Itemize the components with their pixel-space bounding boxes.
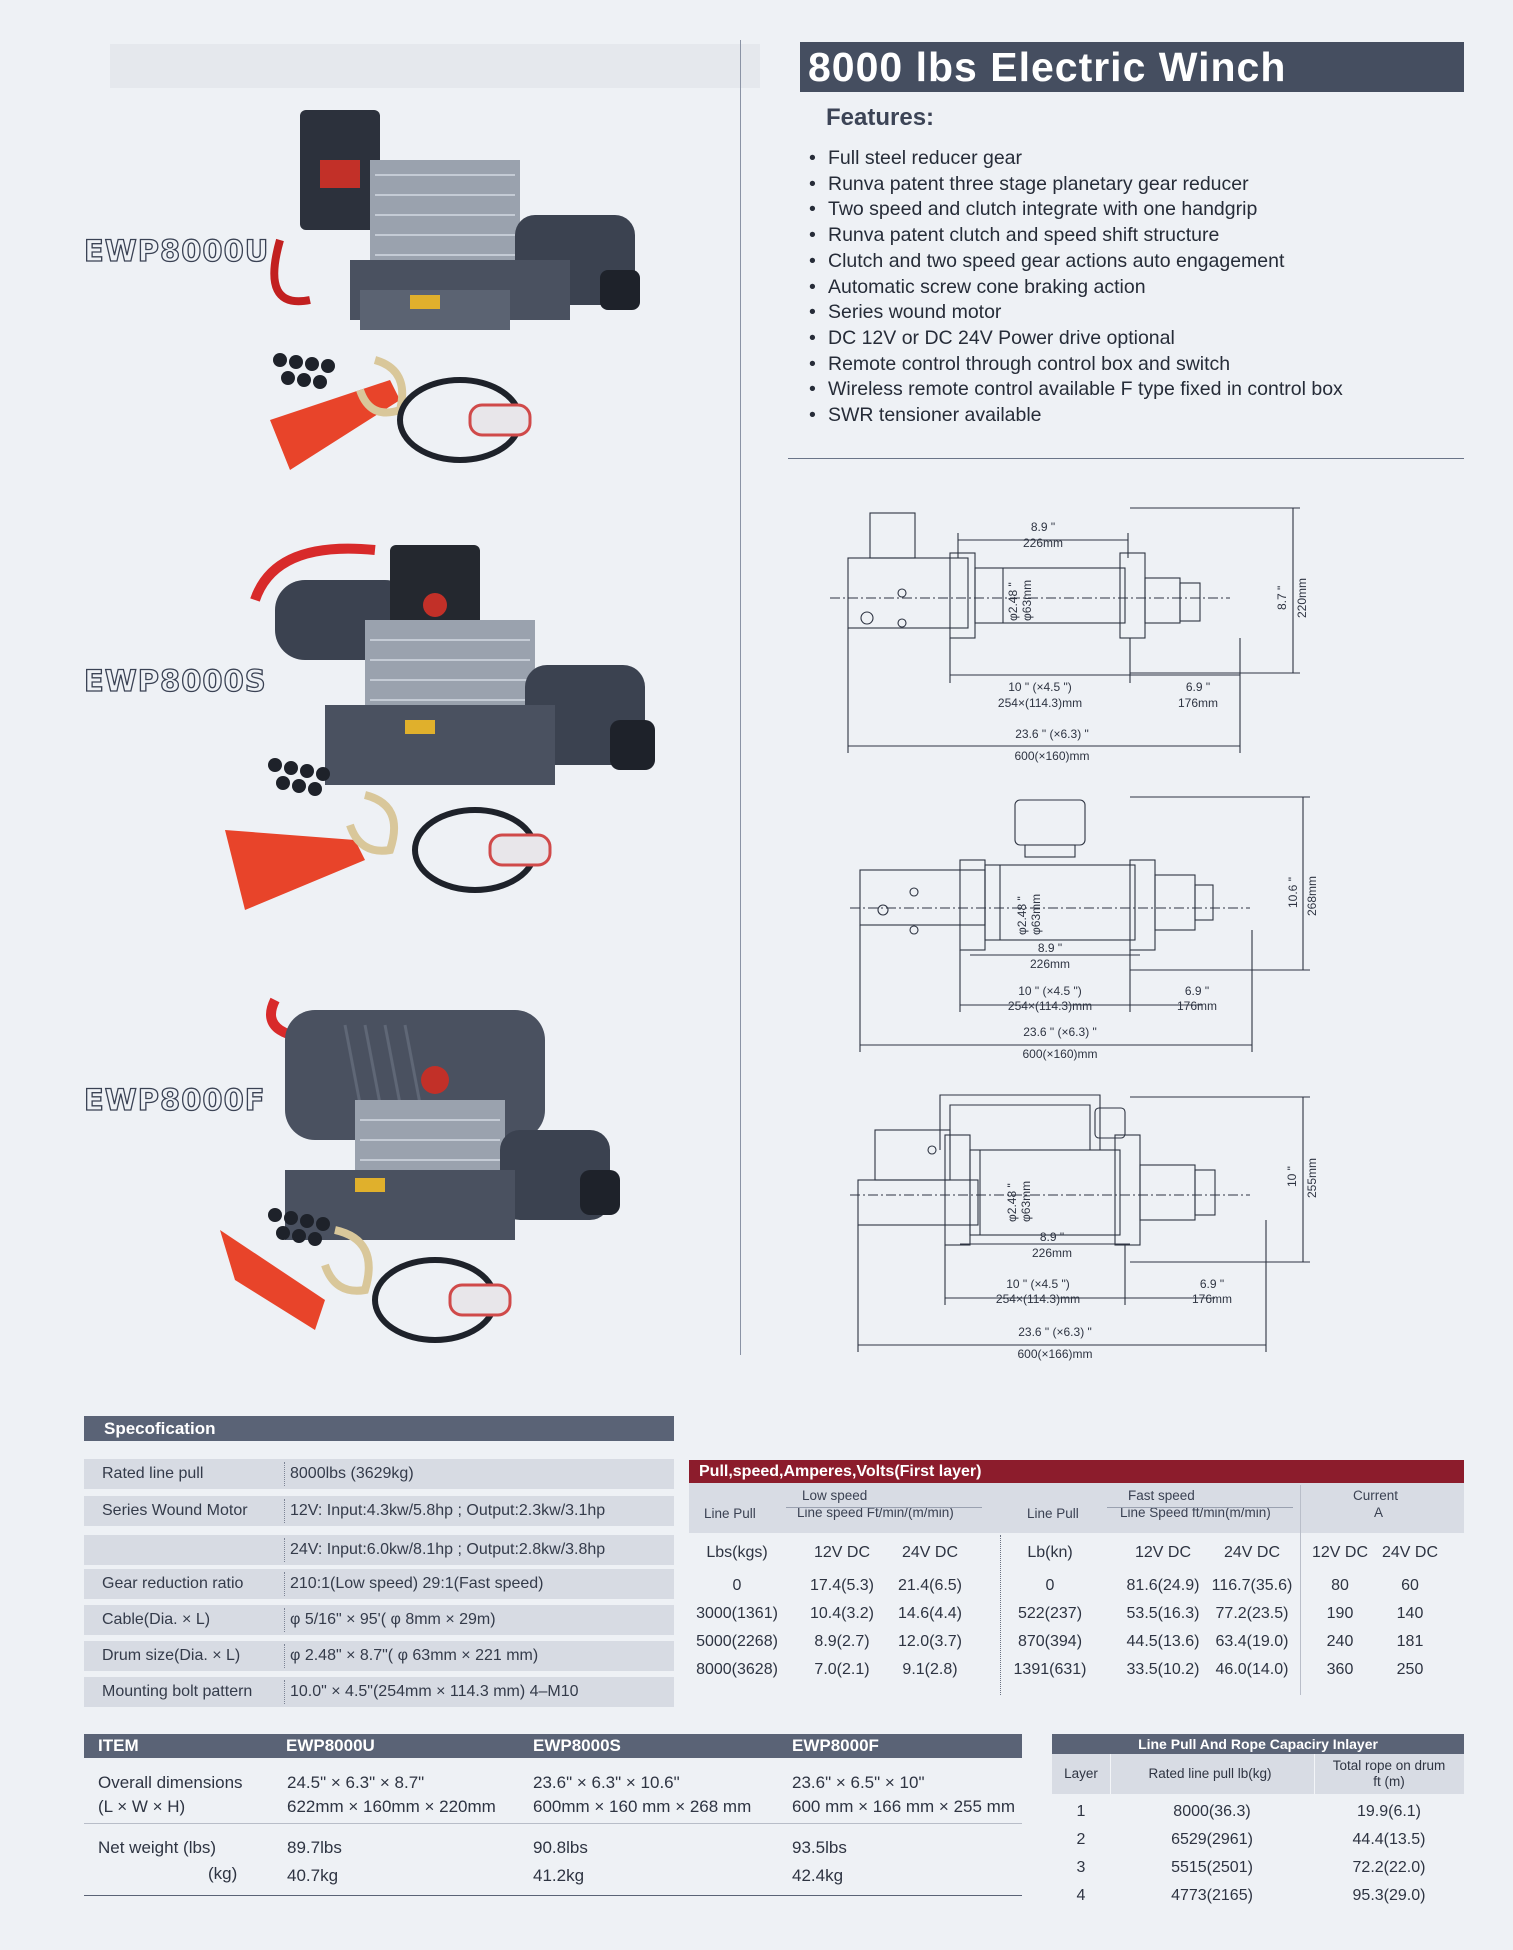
spec-row: [84, 1677, 674, 1707]
spec-row: [84, 1569, 674, 1599]
perf-cell: 8000(3628): [696, 1661, 778, 1678]
perf-cell: 77.2(23.5): [1215, 1605, 1289, 1622]
weight-lbs-u: 89.7lbs: [287, 1838, 342, 1857]
spec-sep: [284, 1608, 285, 1632]
hdr-line-pull: Line Pull: [704, 1506, 756, 1521]
perf-cell: 360: [1326, 1661, 1354, 1678]
dim-overall-mm: 600(×166)mm: [1017, 1347, 1093, 1361]
winch-s-image: [215, 520, 715, 910]
weight-lbs-f: 93.5lbs: [792, 1838, 847, 1857]
perf-cell: 17.4(5.3): [809, 1577, 875, 1594]
model-label-s: EWP8000S: [84, 664, 267, 698]
perf-cell: 240: [1326, 1633, 1354, 1650]
feature-item: • Runva patent clutch and speed shift structure: [808, 223, 1448, 249]
performance-header: [689, 1483, 1464, 1533]
dim-overall-in: 23.6 " (×6.3) ": [1023, 1025, 1097, 1039]
perf-unit-cell: 12V DC: [1311, 1544, 1369, 1561]
dim-height-mm: 220mm: [1295, 577, 1309, 618]
perf-cell: 3000(1361): [696, 1605, 778, 1622]
perf-cell: 0: [732, 1577, 742, 1594]
item-head-s: EWP8000S: [533, 1736, 621, 1755]
hdr-fast-speed: Fast speed: [1128, 1488, 1195, 1503]
ghost-bar: [110, 44, 760, 88]
dim-drum-dia-mm: φ63mm: [1019, 1180, 1033, 1222]
perf-cell: 7.0(2.1): [814, 1661, 870, 1678]
spec-value: 12V: Input:4.3kw/5.8hp ; Output:2.3kw/3.1hp: [290, 1502, 606, 1519]
rope-cell: 3: [1076, 1859, 1086, 1876]
dim-bolt-mm: 254×(114.3)mm: [1007, 999, 1093, 1013]
dim-height-mm: 255mm: [1305, 1157, 1319, 1198]
dim-drum-len-in: 8.9 ": [1030, 520, 1056, 534]
dim-bolt-in: 10 " (×4.5 "): [1008, 680, 1072, 694]
spec-heading: Specofication: [84, 1416, 674, 1441]
perf-cell: 80: [1331, 1577, 1349, 1594]
perf-cell: 190: [1326, 1605, 1354, 1622]
dim-height-in: 10 ": [1285, 1166, 1299, 1187]
item-head-f: EWP8000F: [792, 1736, 879, 1755]
perf-cell: 14.6(4.4): [897, 1605, 963, 1622]
dim-drum-dia-mm: φ63mm: [1020, 579, 1034, 621]
spec-value: 210:1(Low speed) 29:1(Fast speed): [290, 1575, 544, 1592]
spec-key: Rated line pull: [102, 1465, 204, 1482]
hdr-current-unit: A: [1374, 1505, 1384, 1520]
dim-right-mm: 176mm: [1177, 696, 1219, 710]
spec-row: [84, 1535, 674, 1565]
column-divider: [740, 40, 741, 1355]
hdr-divider: [1107, 1507, 1293, 1508]
rope-cell: 2: [1076, 1831, 1086, 1848]
spec-key: Drum size(Dia. × L): [102, 1647, 241, 1664]
drawing-s: [830, 790, 1330, 1065]
rope-cell: 95.3(29.0): [1352, 1887, 1426, 1904]
weight-kg-f: 42.4kg: [792, 1866, 844, 1885]
dim-right-in: 6.9 ": [1199, 1277, 1225, 1291]
dim-drum-dia-in: φ2.48 ": [1005, 1183, 1019, 1222]
model-label-u: EWP8000U: [84, 234, 270, 268]
model-label-f: EWP8000F: [84, 1083, 266, 1117]
perf-cell: 1391(631): [1013, 1661, 1087, 1678]
drawing-f: [830, 1090, 1330, 1365]
dim-drum-dia-in: φ2.48 ": [1006, 582, 1020, 621]
rope-head-unit: ft (m): [1373, 1774, 1405, 1789]
item-header: [84, 1734, 1022, 1758]
dim-drum-dia-mm: φ63mm: [1029, 893, 1043, 935]
dim-overall-in: 23.6 " (×6.3) ": [1018, 1325, 1092, 1339]
spec-value: 24V: Input:6.0kw/8.1hp ; Output:2.8kw/3.8hp: [290, 1541, 606, 1558]
rope-cell: 6529(2961): [1171, 1831, 1253, 1848]
feature-item: • Clutch and two speed gear actions auto engagement: [808, 249, 1448, 275]
perf-cell: 46.0(14.0): [1215, 1661, 1289, 1678]
winch-f-image: [215, 980, 685, 1370]
dim-right-in: 6.9 ": [1184, 984, 1210, 998]
hdr-low-speed: Low speed: [802, 1488, 868, 1503]
spec-sep: [284, 1644, 285, 1668]
perf-cell: 5000(2268): [696, 1633, 778, 1650]
spec-value: 8000lbs (3629kg): [290, 1465, 414, 1482]
spec-key: Gear reduction ratio: [102, 1575, 244, 1592]
rope-cell: 8000(36.3): [1173, 1803, 1251, 1820]
perf-unit-cell: 12V DC: [1134, 1544, 1192, 1561]
rope-cell: 19.9(6.1): [1356, 1803, 1422, 1820]
feature-item: • Wireless remote control available F type fixed in control box: [808, 377, 1448, 403]
dim-drum-len-mm: 226mm: [1031, 1246, 1073, 1260]
spec-row: [84, 1641, 674, 1671]
page-title: 8000 lbs Electric Winch: [800, 42, 1464, 92]
features-heading: Features:: [826, 104, 935, 131]
perf-unit-cell: Lb(kn): [1027, 1544, 1073, 1561]
overall-label-sub: (L × W × H): [98, 1797, 186, 1816]
perf-unit-cell: 24V DC: [901, 1544, 959, 1561]
spec-value: φ 5/16" × 95'( φ 8mm × 29m): [290, 1611, 496, 1628]
feature-item: • Runva patent three stage planetary gear reducer: [808, 172, 1448, 198]
perf-cell: 250: [1396, 1661, 1424, 1678]
rope-cell: 72.2(22.0): [1352, 1859, 1426, 1876]
rope-cell: 4773(2165): [1171, 1887, 1253, 1904]
rope-cell: 1: [1076, 1803, 1086, 1820]
feature-item: • Two speed and clutch integrate with one handgrip: [808, 197, 1448, 223]
overall-mm-f: 600 mm × 166 mm × 255 mm: [792, 1797, 1015, 1816]
dim-right-mm: 176mm: [1191, 1292, 1233, 1306]
rope-cell: 5515(2501): [1171, 1859, 1253, 1876]
perf-cell: 53.5(16.3): [1126, 1605, 1200, 1622]
spec-value: φ 2.48" × 8.7"( φ 63mm × 221 mm): [290, 1647, 539, 1664]
feature-item: • DC 12V or DC 24V Power drive optional: [808, 326, 1448, 352]
dim-bolt-mm: 254×(114.3)mm: [997, 696, 1083, 710]
spec-key: Mounting bolt pattern: [102, 1683, 253, 1700]
perf-cell: 63.4(19.0): [1215, 1633, 1289, 1650]
feature-item: • Series wound motor: [808, 300, 1448, 326]
hdr-line-pull-2: Line Pull: [1027, 1506, 1079, 1521]
dim-bolt-in: 10 " (×4.5 "): [1018, 984, 1082, 998]
overall-mm-s: 600mm × 160 mm × 268 mm: [533, 1797, 752, 1816]
weight-lbs-s: 90.8lbs: [533, 1838, 588, 1857]
dim-right-in: 6.9 ": [1185, 680, 1211, 694]
dim-drum-len-in: 8.9 ": [1037, 941, 1063, 955]
spec-sep: [284, 1680, 285, 1704]
perf-cell: 870(394): [1017, 1633, 1083, 1650]
dim-right-mm: 176mm: [1176, 999, 1218, 1013]
rope-head-total: Total rope on drum: [1332, 1758, 1446, 1773]
spec-sep: [284, 1538, 285, 1562]
perf-cell: 21.4(6.5): [897, 1577, 963, 1594]
feature-item: • SWR tensioner available: [808, 403, 1448, 429]
performance-heading: Pull,speed,Amperes,Volts(First layer): [689, 1460, 1464, 1483]
feature-item: • Automatic screw cone braking action: [808, 275, 1448, 301]
feature-item: • Remote control through control box and switch: [808, 352, 1448, 378]
hdr-divider: [786, 1507, 982, 1508]
perf-cell: 181: [1396, 1633, 1424, 1650]
perf-cell: 9.1(2.8): [902, 1661, 958, 1678]
spec-sep: [284, 1572, 285, 1596]
rope-head-layer: Layer: [1064, 1766, 1098, 1781]
spec-sep: [284, 1462, 285, 1486]
perf-cell: 33.5(10.2): [1126, 1661, 1200, 1678]
perf-cell: 12.0(3.7): [897, 1633, 963, 1650]
hdr-fast-sub: Line Speed ft/min(m/min): [1120, 1505, 1271, 1520]
features-rule: [788, 458, 1464, 459]
perf-cell: 140: [1396, 1605, 1424, 1622]
dim-overall-mm: 600(×160)mm: [1022, 1047, 1098, 1061]
spec-value: 10.0" × 4.5"(254mm × 114.3 mm) 4–M10: [290, 1683, 579, 1700]
dim-overall-mm: 600(×160)mm: [1014, 749, 1090, 763]
spec-key: Cable(Dia. × L): [102, 1611, 211, 1628]
item-head-u: EWP8000U: [286, 1736, 375, 1755]
weight-label: Net weight (lbs): [98, 1838, 217, 1857]
dim-drum-dia-in: φ2.48 ": [1015, 896, 1029, 935]
dim-height-mm: 268mm: [1305, 875, 1319, 916]
dim-drum-len-mm: 226mm: [1029, 957, 1071, 971]
perf-cell: 522(237): [1017, 1605, 1083, 1622]
rope-head-pull: Rated line pull lb(kg): [1148, 1766, 1272, 1781]
feature-item: • Full steel reducer gear: [808, 146, 1448, 172]
spec-sep: [284, 1499, 285, 1523]
overall-in-u: 24.5" × 6.3" × 8.7": [287, 1773, 425, 1792]
overall-in-s: 23.6" × 6.3" × 10.6": [533, 1773, 680, 1792]
spec-key: Series Wound Motor: [102, 1502, 248, 1519]
dim-height-in: 10.6 ": [1286, 877, 1300, 908]
perf-cell: 44.5(13.6): [1126, 1633, 1200, 1650]
dim-height-in: 8.7 ": [1275, 585, 1289, 610]
spec-row: [84, 1459, 674, 1489]
perf-cell: 10.4(3.2): [809, 1605, 875, 1622]
spec-row: [84, 1496, 674, 1526]
item-bottom-rule: [84, 1895, 1022, 1896]
weight-kg-s: 41.2kg: [533, 1866, 585, 1885]
dim-overall-in: 23.6 " (×6.3) ": [1015, 727, 1089, 741]
item-head-item: ITEM: [98, 1736, 139, 1755]
perf-cell: 8.9(2.7): [814, 1633, 870, 1650]
perf-unit-cell: Lbs(kgs): [706, 1544, 768, 1561]
rope-heading: Line Pull And Rope Capaciry Inlayer: [1052, 1734, 1464, 1754]
drawing-u: [830, 498, 1330, 773]
perf-unit-cell: 24V DC: [1381, 1544, 1439, 1561]
rope-header: [1052, 1754, 1464, 1794]
dim-bolt-mm: 254×(114.3)mm: [995, 1292, 1081, 1306]
overall-mm-u: 622mm × 160mm × 220mm: [287, 1797, 496, 1816]
rope-head-sep: [1314, 1754, 1315, 1794]
hdr-low-sub: Line speed Ft/min/(m/min): [797, 1505, 954, 1520]
overall-label: Overall dimensions: [98, 1773, 243, 1792]
perf-unit-cell: 12V DC: [813, 1544, 871, 1561]
perf-cell: 0: [1045, 1577, 1055, 1594]
features-list: [808, 146, 1448, 429]
perf-unit-cell: 24V DC: [1223, 1544, 1281, 1561]
rope-head-sep: [1110, 1754, 1111, 1794]
weight-label-sub: (kg): [208, 1864, 238, 1883]
weight-kg-u: 40.7kg: [287, 1866, 339, 1885]
dim-drum-len-in: 8.9 ": [1039, 1230, 1065, 1244]
dim-bolt-in: 10 " (×4.5 "): [1006, 1277, 1070, 1291]
perf-cell: 116.7(35.6): [1211, 1577, 1293, 1594]
perf-cell: 81.6(24.9): [1126, 1577, 1200, 1594]
hdr-current: Current: [1353, 1488, 1399, 1503]
perf-cell: 60: [1401, 1577, 1419, 1594]
overall-in-f: 23.6" × 6.5" × 10": [792, 1773, 925, 1792]
spec-row: [84, 1605, 674, 1635]
item-row-rule: [84, 1823, 1022, 1824]
rope-cell: 44.4(13.5): [1352, 1831, 1426, 1848]
winch-u-image: [260, 100, 700, 480]
dim-drum-len-mm: 226mm: [1022, 536, 1064, 550]
rope-cell: 4: [1076, 1887, 1086, 1904]
